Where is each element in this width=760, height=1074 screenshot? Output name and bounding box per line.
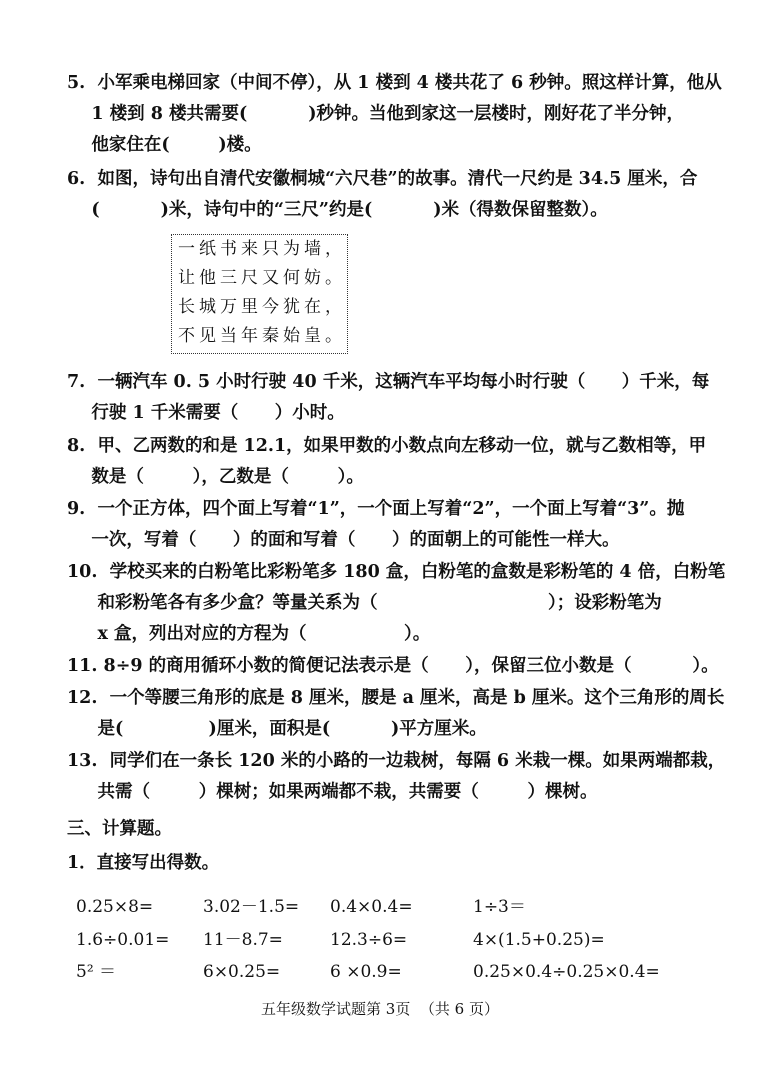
q12-line1: 12. 一个等腰三角形的底是 8 厘米，腰是 a 厘米，高是 b 厘米。这个三角形的周长 [67,688,725,708]
q9-line1: 9. 一个正方体，四个面上写着“1”，一个面上写着“2”，一个面上写着“3”。抛 [67,499,685,519]
q13-line2: 共需（ ）棵树；如果两端都不栽，共需要（ ）棵树。 [67,782,598,802]
q10-line1: 10. 学校买来的白粉笔比彩粉笔多 180 盒，白粉笔的盒数是彩粉笔的 4 倍，白粉笔 [67,562,726,582]
calc-item: 0.4×0.4= [330,897,413,917]
calc-item: 6 ×0.9= [330,962,402,982]
poem-line-1: 一纸书来只为墙， [178,239,346,259]
q5-line1: 5. 小军乘电梯回家（中间不停），从 1 楼到 4 楼共花了 6 秒钟。照这样计算，他从 [67,73,722,93]
calc-row-3 [0,961,760,985]
calc-item: 4×(1.5+0.25)= [473,930,605,950]
calc-item: 0.25×0.4÷0.25×0.4= [473,962,660,982]
q5-line3: 他家住在( )楼。 [67,135,262,155]
poem-line-2: 让他三尺又何妨。 [178,268,346,288]
q7-line1: 7. 一辆汽车 0. 5 小时行驶 40 千米，这辆汽车平均每小时行驶（ ）千米，每 [67,372,710,392]
q8-line1: 8. 甲、乙两数的和是 12.1，如果甲数的小数点向左移动一位，就与乙数相等，甲 [67,436,707,456]
calc-item: 1÷3＝ [473,897,526,917]
q11-line1: 11. 8÷9 的商用循环小数的简便记法表示是（ ），保留三位小数是（ ）。 [67,656,719,676]
sub-title: 1．直接写出得数。 [67,853,220,873]
calc-item: 11－8.7= [203,930,283,950]
calc-item: 0.25×8= [76,897,154,917]
q8-line2: 数是（ ），乙数是（ ）。 [67,467,364,487]
calc-item: 6×0.25= [203,962,281,982]
q6-line2: ( )米，诗句中的“三尺”约是( )米（得数保留整数）。 [67,200,608,220]
q13-line1: 13. 同学们在一条长 120 米的小路的一边栽树，每隔 6 米栽一棵。如果两端都栽， [67,751,726,771]
poem-box [171,234,348,354]
calc-item: 12.3÷6= [330,930,408,950]
calc-item: 3.02－1.5= [203,897,300,917]
q10-line2: 和彩粉笔各有多少盒？等量关系为（ ）；设彩粉笔为 [67,593,662,613]
calc-item: 5² ＝ [76,962,117,982]
q10-line3: x 盒，列出对应的方程为（ ）。 [67,624,431,644]
q12-line2: 是( )厘米，面积是( )平方厘米。 [67,719,487,739]
page-footer: 五年级数学试题第 3页 （共 6 页） [261,1000,499,1018]
q7-line2: 行驶 1 千米需要（ ）小时。 [67,403,345,423]
q6-line1: 6. 如图，诗句出自清代安徽桐城“六尺巷”的故事。清代一尺约是 34.5 厘米，合 [67,169,698,189]
section-title: 三、计算题。 [67,819,172,839]
poem-line-3: 长城万里今犹在， [178,297,346,317]
q9-line2: 一次，写着（ ）的面和写着（ ）的面朝上的可能性一样大。 [67,530,620,550]
calc-row-1 [0,896,760,920]
q5-line2: 1 楼到 8 楼共需要( )秒钟。当他到家这一层楼时，刚好花了半分钟， [67,104,684,124]
calc-row-2 [0,929,760,953]
calc-item: 1.6÷0.01= [76,930,170,950]
poem-line-4: 不见当年秦始皇。 [178,326,346,346]
